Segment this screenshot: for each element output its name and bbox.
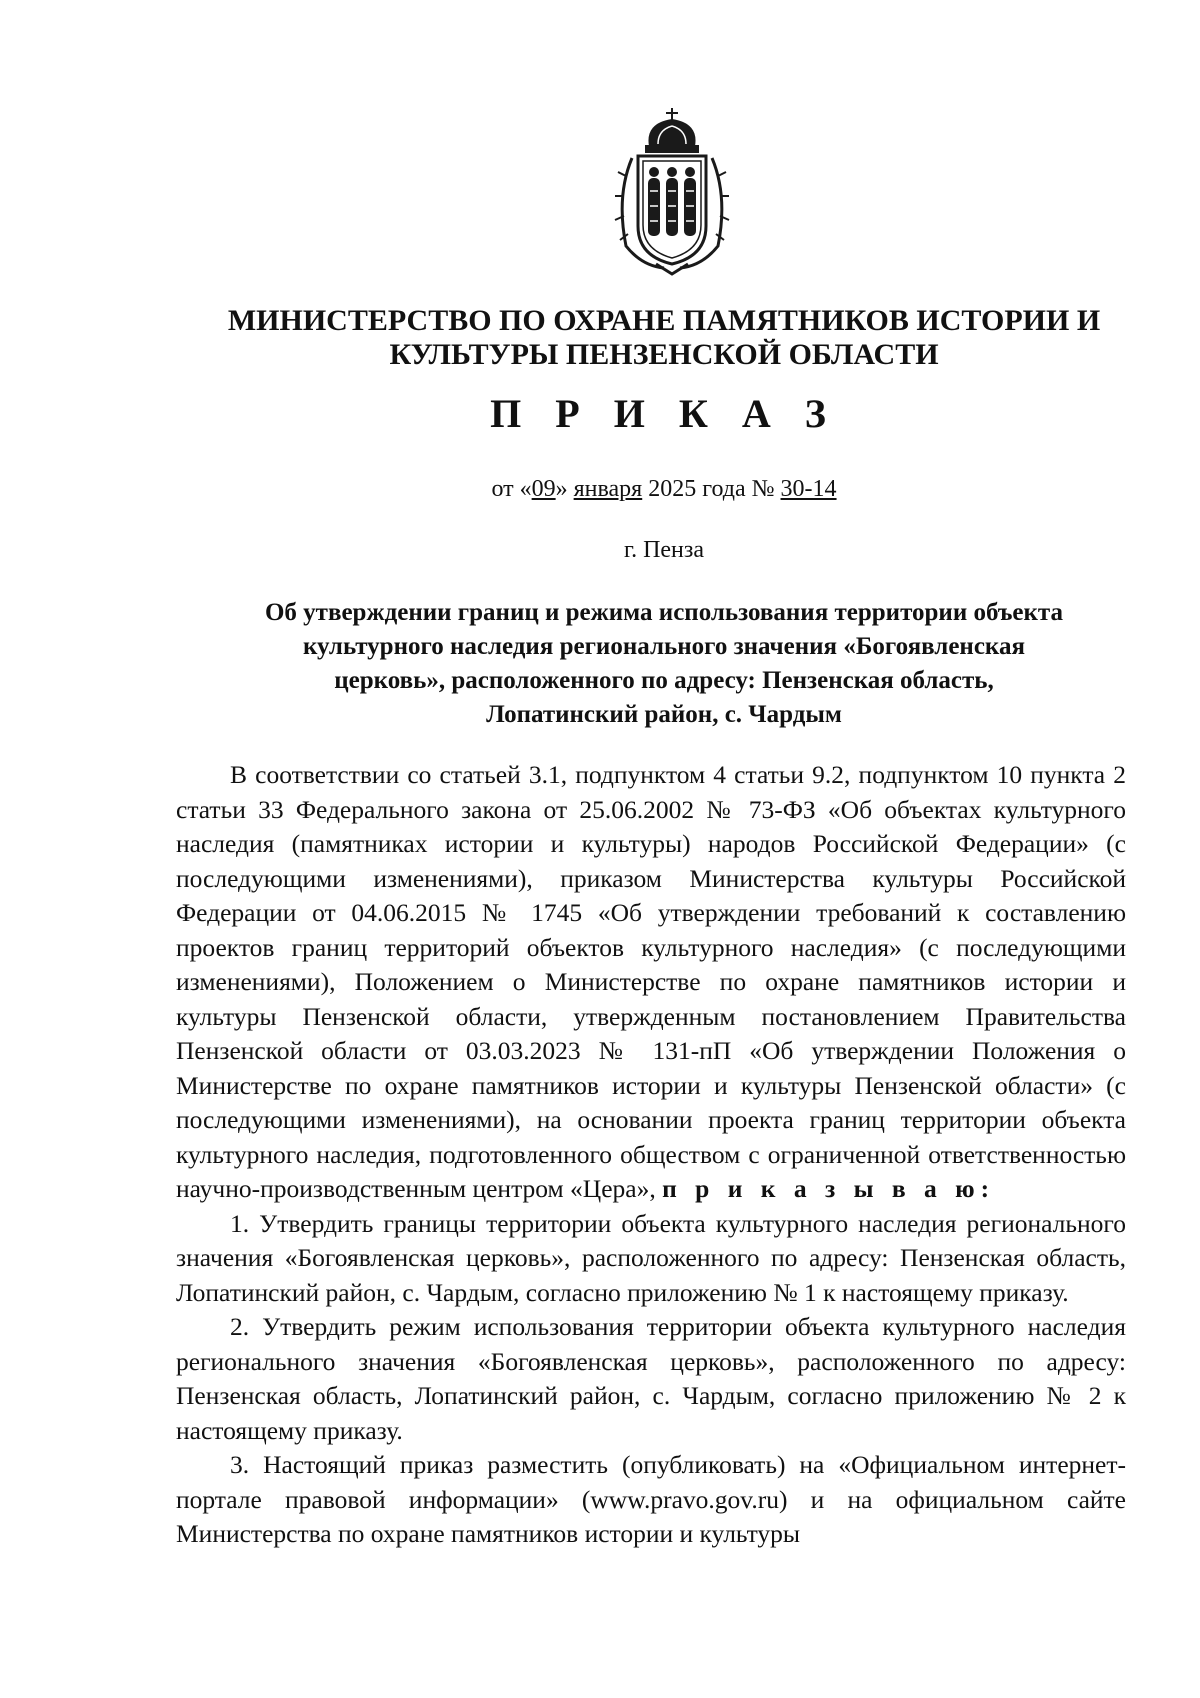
preamble-text: В соответствии со статьей 3.1, подпунктом 4 статьи 9.2, подпунктом 10 пункта 2 статьи 33 Федерального закона от 25.06.2002 № 73-ФЗ «Об объектах культурного наследия (памятниках истории и культуры) народов Российской Федерации» (с последующими изменениями), приказом Министерства культуры Российской Федерации от 04.06.2015 № 1745 «Об утверждении требований к составлению проектов границ территорий объектов культурного наследия» (с последующими изменениями), Положением о Министерстве по охране памятников истории и культуры Пензенской области, утвержденным постановлением Правительства Пензенской области от 03.03.2023 № 131-пП «Об утверждении Положения о Министерстве по охране памятников истории и культуры Пензенской области» (с последующими изменениями), на основании проекта границ территории объекта культурного наследия, подготовленного обществом с ограниченной ответственностью научно-производственным центром «Цера»,	[176, 760, 1126, 1203]
date-month: января	[573, 476, 643, 502]
subject-line1: Об утверждении границ и режима использования территории объекта	[264, 599, 1064, 626]
ministry-name	[176, 304, 1152, 372]
subject-line2: культурного наследия регионального значения «Богоявленская	[303, 633, 1025, 660]
date-day: 09	[531, 476, 556, 502]
order-item-3: 3. Настоящий приказ разместить (опубликовать) на «Официальном интернет-портале правовой информации» (www.pravo.gov.ru) и на официальном сайте Министерства по охране памятников истории и культуры	[176, 1450, 1126, 1548]
document-type-title: П Р И К А З	[490, 391, 838, 436]
date-prefix: от «	[491, 476, 532, 502]
coat-of-arms-icon	[612, 106, 732, 276]
ministry-name-line2: КУЛЬТУРЫ ПЕНЗЕНСКОЙ ОБЛАСТИ	[389, 338, 939, 371]
order-item-2: 2. Утвердить режим использования территории объекта культурного наследия регионального значения «Богоявленская церковь», расположенного по адресу: Пензенская область, Лопатинский район, с. Чардым, согласно приложению № 2 к настоящему приказу.	[176, 1312, 1126, 1445]
order-subject	[176, 596, 1152, 732]
order-body	[176, 758, 1126, 1552]
preamble-paragraph	[176, 758, 1126, 1207]
ministry-name-line1: МИНИСТЕРСТВО ПО ОХРАНЕ ПАМЯТНИКОВ ИСТОРИИ И	[227, 304, 1101, 337]
date-separator-2: 2025 года №	[642, 476, 781, 502]
order-item-1: 1. Утвердить границы территории объекта культурного наследия регионального значения «Богоявленская церковь», расположенного по адресу: Пензенская область, Лопатинский район, с. Чардым, согласно приложению № 1 к настоящему приказу.	[176, 1208, 1126, 1307]
order-word: п р и к а з ы в а ю:	[662, 1174, 996, 1203]
subject-line4: Лопатинский район, с. Чардым	[486, 701, 842, 728]
date-separator-1: »	[555, 476, 574, 502]
subject-line3: церковь», расположенного по адресу: Пензенская область,	[334, 667, 994, 694]
document-number: 30-14	[780, 476, 837, 502]
order-date-number	[176, 474, 1152, 504]
city-name: г. Пенза	[623, 537, 705, 563]
